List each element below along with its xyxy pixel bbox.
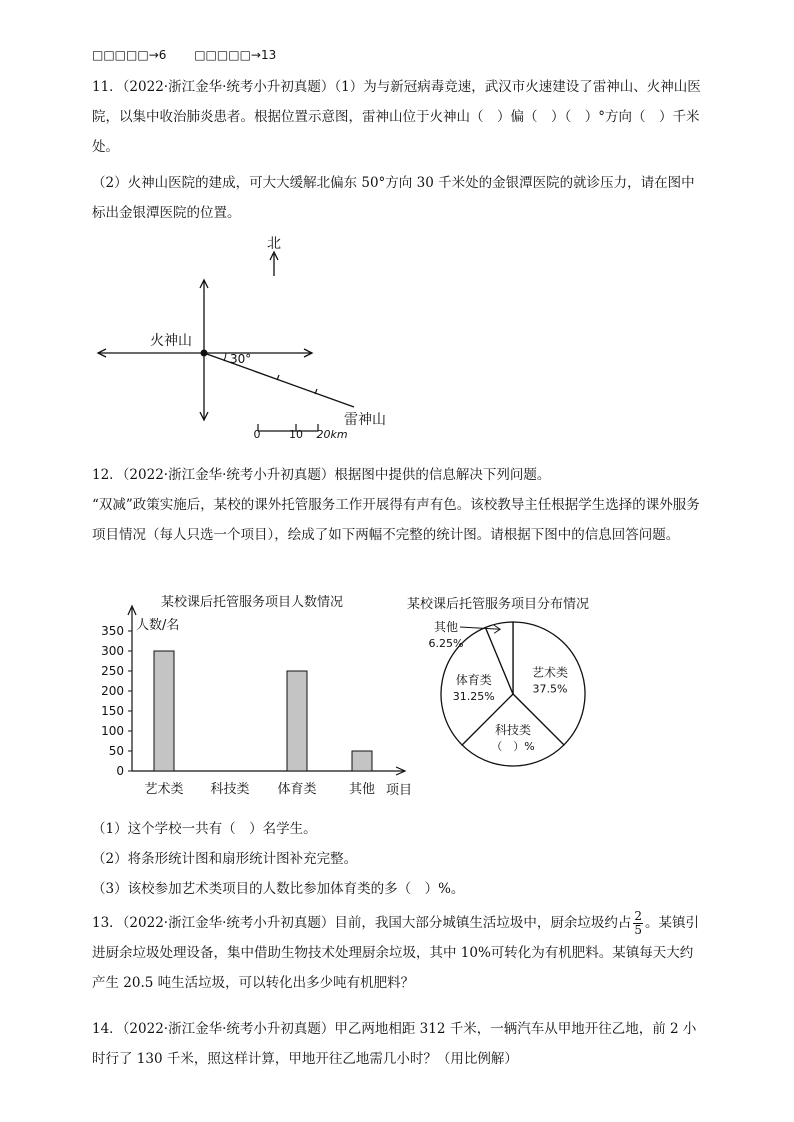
- y-tick-label: 300: [101, 644, 124, 658]
- y-tick-label: 200: [101, 684, 124, 698]
- q13-text-b: 。某镇引进厨余垃圾处理设备，集中借助生物技术处理厨余垃圾，其中 10%可转化为有机肥料。某镇每天大约产生 20.5 吨生活垃圾，可以转化出多少吨有机肥料？: [92, 915, 700, 991]
- prev-link[interactable]: □□□□□→6: [92, 48, 167, 62]
- pie-label-value: 37.5%: [532, 682, 568, 696]
- x-category-label: 其他: [348, 782, 376, 797]
- bar-chart-title: 某校课后托管服务项目人数情况: [160, 595, 344, 610]
- q13-text-a: 13．（2022·浙江金华·统考小升初真题）目前，我国大部分城镇生活垃圾中，厨余垃圾约占: [92, 915, 632, 931]
- y-tick-label: 50: [108, 744, 124, 758]
- y-tick-label: 100: [101, 724, 124, 738]
- y-tick-label: 150: [101, 704, 124, 718]
- scale-label-10: 10: [289, 428, 303, 441]
- pie-label-value: 6.25%: [428, 637, 464, 650]
- y-tick-label: 250: [101, 664, 124, 678]
- pie-label-name: 科技类: [494, 723, 532, 737]
- bar-chart-ylabel: 人数/名: [136, 618, 180, 633]
- bar-chart-xlabel: 项目: [386, 783, 412, 798]
- pie-label-name: 艺术类: [531, 665, 568, 680]
- pie-label-value: （ ）%: [491, 740, 535, 753]
- q12-sub3: （3）该校参加艺术类项目的人数比参加体育类的多（ ）%。: [92, 881, 465, 897]
- x-category-label: 体育类: [277, 782, 317, 797]
- pie-chart-title: 某校课后托管服务项目分布情况: [406, 597, 590, 612]
- q13-text: [92, 908, 704, 998]
- bar-4: [352, 751, 372, 771]
- y-tick-label: 0: [116, 764, 124, 778]
- target-label: 雷神山: [344, 412, 386, 428]
- scale-label-0: 0: [253, 428, 261, 441]
- x-category-label: 科技类: [210, 782, 250, 797]
- pie-chart: [404, 588, 614, 778]
- q12-intro: 12．（2022·浙江金华·统考小升初真题）根据图中提供的信息解决下列问题。: [92, 467, 551, 483]
- angle-label: 30°: [230, 352, 252, 366]
- fraction-two-fifths: [633, 910, 643, 937]
- bar-1: [154, 651, 174, 771]
- scale-label-20: 20km: [316, 428, 348, 441]
- q11-part1: 11．（2022·浙江金华·统考小升初真题）（1）为与新冠病毒竞速，武汉市火速建设了雷神山、火神山医院，以集中收治肺炎患者。根据位置示意图，雷神山位于火神山（ ）偏（ ）（ ）°方向（ ）千米处。: [92, 79, 701, 155]
- pie-label-value: 31.25%: [452, 690, 495, 704]
- x-category-label: 艺术类: [144, 782, 184, 797]
- direction-line: [204, 353, 354, 407]
- next-link[interactable]: □□□□□→13: [194, 48, 277, 62]
- origin-label: 火神山: [150, 333, 192, 349]
- q11-part2: （2）火神山医院的建成，可大大缓解北偏东 50°方向 30 千米处的金银潭医院的就诊压力，请在图中标出金银潭医院的位置。: [92, 175, 695, 221]
- q14-text: 14．（2022·浙江金华·统考小升初真题）甲乙两地相距 312 千米，一辆汽车从甲地开往乙地，前 2 小时行了 130 千米，照这样计算，甲地开往乙地需几小时？（用比例解）: [92, 1021, 697, 1067]
- fraction-denominator: 5: [634, 923, 643, 937]
- bar-3: [287, 671, 307, 771]
- pie-label-name: 体育类: [455, 673, 492, 688]
- fraction-numerator: 2: [634, 909, 643, 923]
- position-map: [90, 228, 400, 448]
- north-label: 北: [267, 236, 281, 252]
- angle-arc: [224, 353, 226, 361]
- q12-sub2: （2）将条形统计图和扇形统计图补充完整。: [92, 851, 358, 867]
- q12-text: “双减”政策实施后，某校的课外托管服务工作开展得有声有色。该校教导主任根据学生选择的课外服务项目情况（每人只选一个项目），绘成了如下两幅不完整的统计图。请根据下图中的信息回答问题。: [92, 497, 700, 543]
- pie-label-name: 其他: [433, 620, 459, 634]
- y-tick-label: 350: [101, 624, 124, 638]
- nav-links: [92, 48, 300, 62]
- bar-chart: [92, 588, 412, 806]
- q12-sub1: （1）这个学校一共有（ ）名学生。: [92, 821, 317, 837]
